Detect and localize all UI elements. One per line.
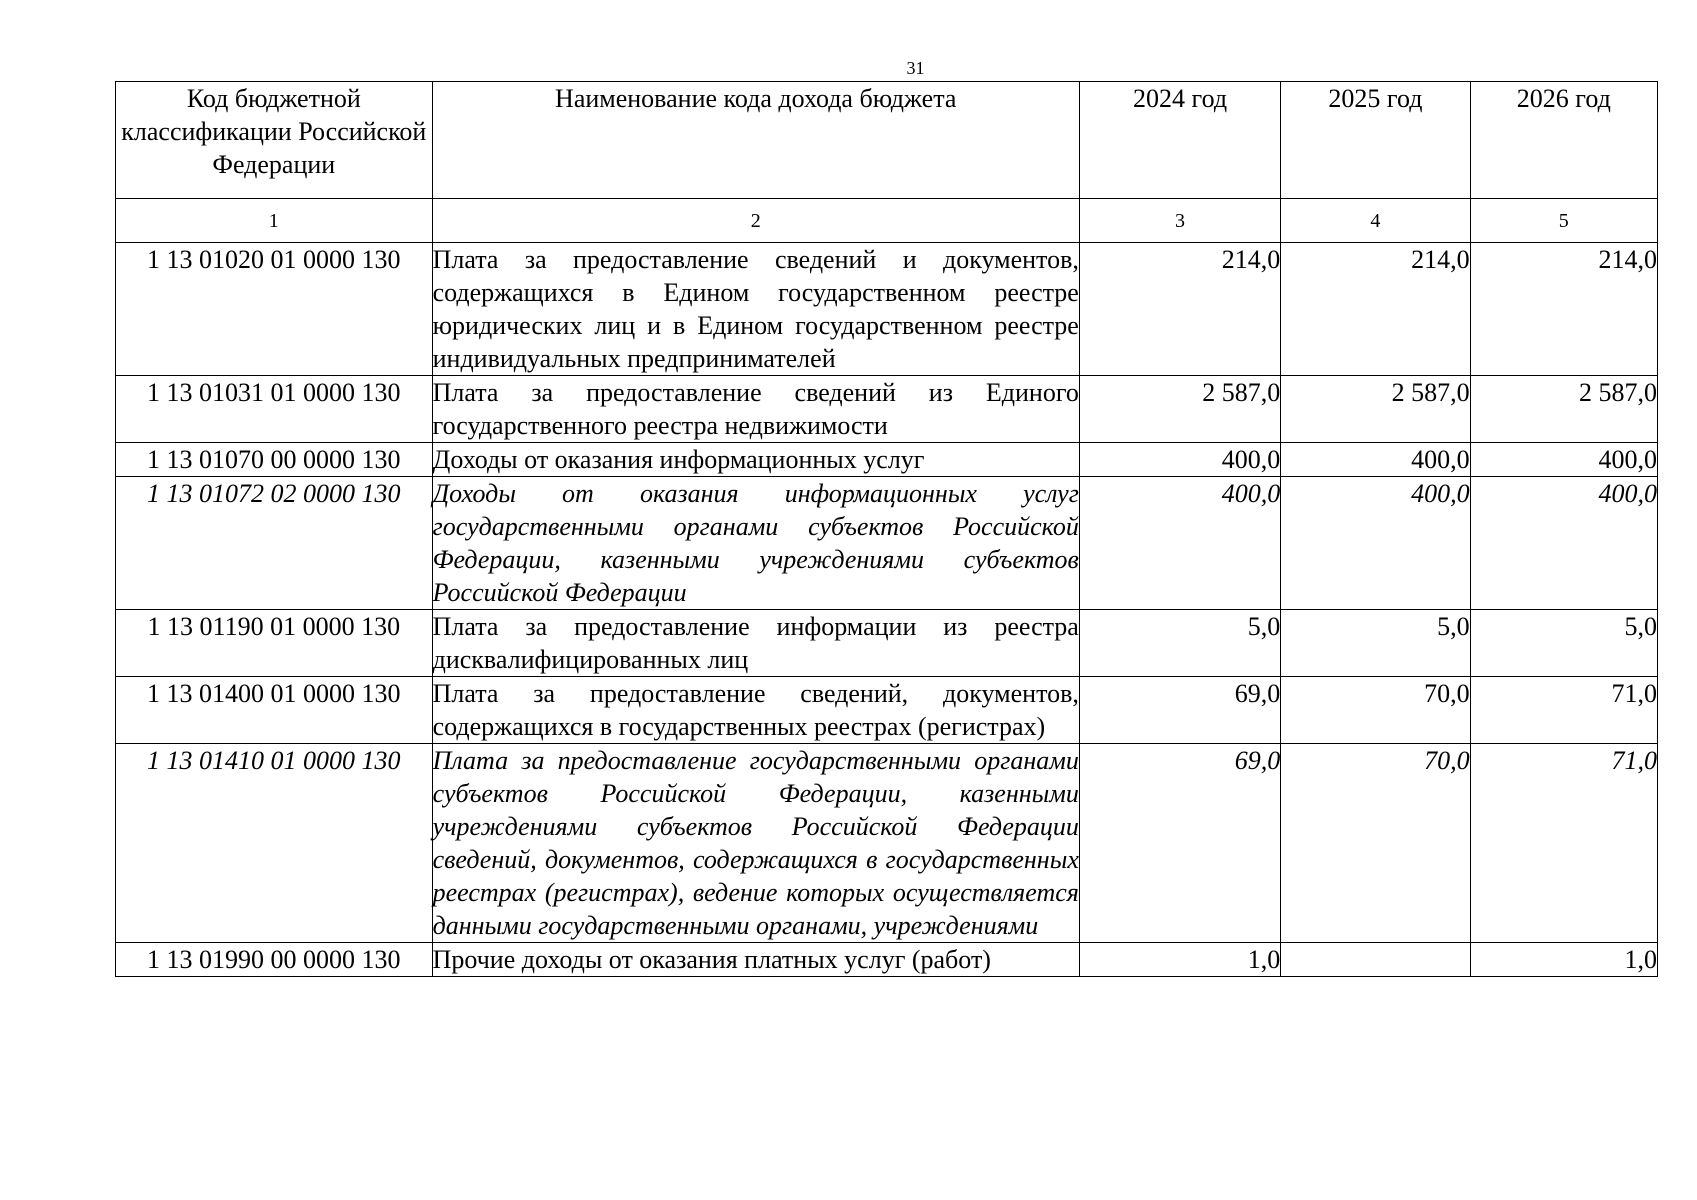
table-row: [116, 610, 1658, 677]
column-number: 1: [116, 199, 433, 243]
value-2024-cell: 1,0: [1079, 943, 1280, 977]
header-code: Код бюджетной классификации Российской Федерации: [116, 82, 433, 199]
budget-code-cell: 1 13 01410 01 0000 130: [116, 744, 433, 943]
budget-code-cell: 1 13 01031 01 0000 130: [116, 376, 433, 443]
budget-code-cell: 1 13 01990 00 0000 130: [116, 943, 433, 977]
column-number: 5: [1470, 199, 1657, 243]
revenue-name-cell: Доходы от оказания информационных услуг: [432, 443, 1079, 477]
value-2024-cell: 69,0: [1079, 744, 1280, 943]
revenue-name-cell: Плата за предоставление сведений, документов, содержащихся в государственных реестрах (регистрах): [432, 677, 1079, 744]
revenue-name-cell: Доходы от оказания информационных услуг государственными органами субъектов Российской Федерации, казенными учреждениями субъектов Российской Федерации: [432, 477, 1079, 610]
value-2024-cell: 69,0: [1079, 677, 1280, 744]
value-2026-cell: 214,0: [1470, 243, 1657, 376]
value-2024-cell: 400,0: [1079, 477, 1280, 610]
value-2026-cell: 400,0: [1470, 443, 1657, 477]
value-2025-cell: 214,0: [1281, 243, 1470, 376]
value-2024-cell: 5,0: [1079, 610, 1280, 677]
value-2025-cell: 5,0: [1281, 610, 1470, 677]
budget-revenue-table: [115, 81, 1658, 977]
budget-code-cell: 1 13 01020 01 0000 130: [116, 243, 433, 376]
header-year-2026: 2026 год: [1470, 82, 1657, 199]
revenue-name-cell: Плата за предоставление сведений из Единого государственного реестра недвижимости: [432, 376, 1079, 443]
budget-code-cell: 1 13 01072 02 0000 130: [116, 477, 433, 610]
header-name: Наименование кода дохода бюджета: [432, 82, 1079, 199]
column-number-row: [116, 199, 1658, 243]
value-2026-cell: 400,0: [1470, 477, 1657, 610]
value-2025-cell: 400,0: [1281, 443, 1470, 477]
value-2026-cell: 5,0: [1470, 610, 1657, 677]
revenue-name-cell: Плата за предоставление информации из реестра дисквалифицированных лиц: [432, 610, 1079, 677]
revenue-name-cell: Плата за предоставление государственными органами субъектов Российской Федерации, казенными учреждениями субъектов Российской Федерации сведений, документов, содержащихся в государственных реестрах (регистрах), ведение которых осуществляется данными государственными органами, учреждениями: [432, 744, 1079, 943]
value-2026-cell: 1,0: [1470, 943, 1657, 977]
revenue-name-cell: Прочие доходы от оказания платных услуг (работ): [432, 943, 1079, 977]
value-2025-cell: 70,0: [1281, 744, 1470, 943]
budget-code-cell: 1 13 01190 01 0000 130: [116, 610, 433, 677]
value-2026-cell: 71,0: [1470, 677, 1657, 744]
header-year-2024: 2024 год: [1079, 82, 1280, 199]
value-2024-cell: 2 587,0: [1079, 376, 1280, 443]
column-number: 4: [1281, 199, 1470, 243]
revenue-name-cell: Плата за предоставление сведений и документов, содержащихся в Едином государственном реестре юридических лиц и в Едином государственном реестре индивидуальных предпринимателей: [432, 243, 1079, 376]
budget-code-cell: 1 13 01400 01 0000 130: [116, 677, 433, 744]
value-2025-cell: 400,0: [1281, 477, 1470, 610]
table-row: [116, 376, 1658, 443]
table-row: [116, 943, 1658, 977]
table-row: [116, 443, 1658, 477]
table-row: [116, 243, 1658, 376]
value-2025-cell: 2 587,0: [1281, 376, 1470, 443]
value-2024-cell: 400,0: [1079, 443, 1280, 477]
table-row: [116, 744, 1658, 943]
value-2025-cell: [1281, 943, 1470, 977]
value-2026-cell: 2 587,0: [1470, 376, 1657, 443]
page-number: 31: [906, 58, 925, 78]
header-year-2025: 2025 год: [1281, 82, 1470, 199]
value-2024-cell: 214,0: [1079, 243, 1280, 376]
column-number: 3: [1079, 199, 1280, 243]
value-2025-cell: 70,0: [1281, 677, 1470, 744]
table-row: [116, 477, 1658, 610]
table-row: [116, 677, 1658, 744]
budget-code-cell: 1 13 01070 00 0000 130: [116, 443, 433, 477]
column-number: 2: [432, 199, 1079, 243]
value-2026-cell: 71,0: [1470, 744, 1657, 943]
table-header-row: [116, 82, 1658, 199]
